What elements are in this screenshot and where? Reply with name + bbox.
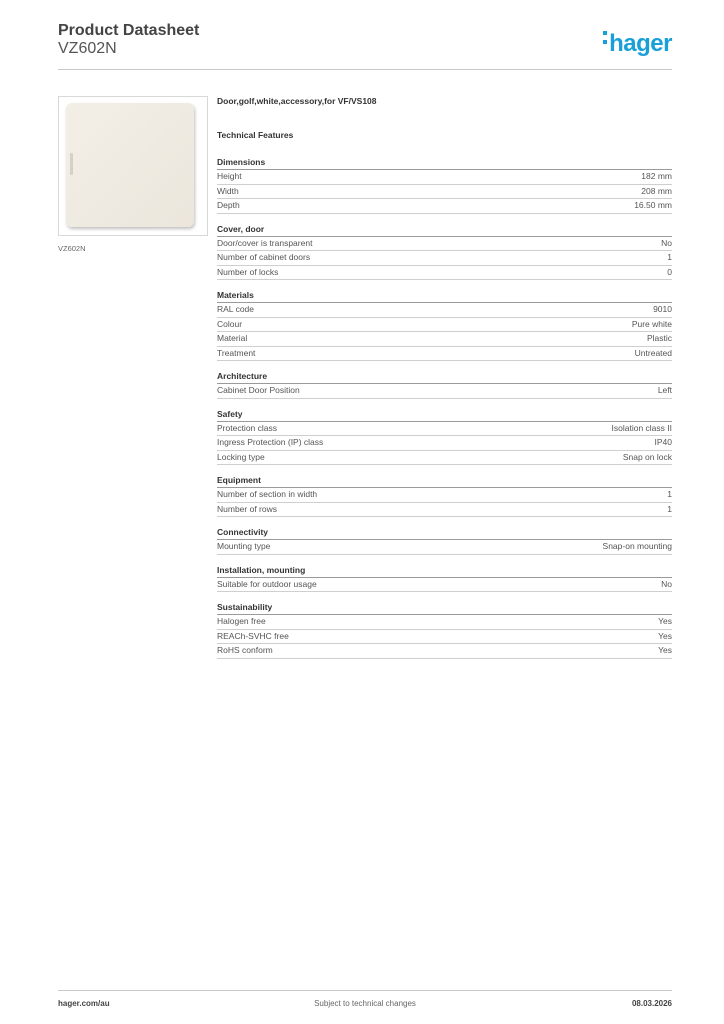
spec-label: Treatment bbox=[217, 347, 256, 358]
hager-logo bbox=[603, 28, 672, 58]
spec-label: Cabinet Door Position bbox=[217, 385, 300, 395]
spec-value: 1 bbox=[667, 489, 672, 499]
spec-value: 1 bbox=[667, 252, 672, 262]
spec-row bbox=[217, 199, 672, 214]
spec-value: Plastic bbox=[646, 333, 672, 343]
spec-section bbox=[217, 474, 672, 517]
spec-row bbox=[217, 318, 672, 333]
spec-value: Snap on lock bbox=[622, 451, 672, 462]
spec-label: Ingress Protection (IP) class bbox=[217, 437, 324, 447]
page-header bbox=[58, 22, 672, 70]
technical-features-heading: Technical Features bbox=[217, 130, 294, 140]
spec-row bbox=[217, 332, 672, 347]
spec-section bbox=[217, 526, 672, 555]
spec-section bbox=[217, 223, 672, 281]
product-image bbox=[58, 96, 208, 236]
spec-label: Height bbox=[217, 171, 242, 181]
spec-row bbox=[217, 422, 672, 437]
spec-value: 0 bbox=[667, 266, 672, 277]
document-subtitle: VZ602N bbox=[58, 40, 117, 57]
spec-label: Material bbox=[217, 333, 248, 343]
spec-value: Isolation class II bbox=[611, 422, 672, 433]
section-title: Installation, mounting bbox=[217, 564, 672, 578]
spec-section bbox=[217, 601, 672, 659]
spec-label: REACh-SVHC free bbox=[217, 630, 289, 641]
spec-row bbox=[217, 488, 672, 503]
spec-value: 208 mm bbox=[641, 185, 672, 196]
spec-value: Yes bbox=[658, 630, 672, 641]
image-caption: VZ602N bbox=[58, 244, 86, 253]
spec-section bbox=[217, 370, 672, 399]
spec-row bbox=[217, 540, 672, 555]
logo-text: hager bbox=[609, 30, 672, 57]
spec-label: Number of cabinet doors bbox=[217, 252, 311, 262]
spec-label: Locking type bbox=[217, 451, 265, 462]
page-footer bbox=[58, 990, 672, 1010]
section-title: Equipment bbox=[217, 474, 672, 488]
spec-label: Colour bbox=[217, 318, 243, 329]
spec-label: Suitable for outdoor usage bbox=[217, 578, 317, 589]
section-title: Connectivity bbox=[217, 526, 672, 540]
spec-label: Door/cover is transparent bbox=[217, 237, 313, 248]
spec-content bbox=[217, 96, 672, 668]
spec-value: 182 mm bbox=[641, 171, 672, 181]
section-title: Safety bbox=[217, 408, 672, 422]
spec-row bbox=[217, 630, 672, 645]
spec-label: RoHS conform bbox=[217, 645, 273, 655]
spec-section bbox=[217, 408, 672, 466]
footer-date: 08.03.2026 bbox=[631, 999, 672, 1008]
spec-row bbox=[217, 251, 672, 266]
spec-row bbox=[217, 436, 672, 451]
spec-label: Halogen free bbox=[217, 616, 266, 626]
spec-row bbox=[217, 384, 672, 399]
footer-notice: Subject to technical changes bbox=[314, 999, 416, 1008]
spec-value: IP40 bbox=[654, 437, 672, 447]
spec-value: 9010 bbox=[653, 304, 672, 314]
spec-section bbox=[217, 156, 672, 214]
spec-value: Yes bbox=[658, 616, 672, 626]
spec-row bbox=[217, 170, 672, 185]
spec-sections bbox=[217, 156, 672, 659]
spec-row bbox=[217, 266, 672, 281]
section-title: Architecture bbox=[217, 370, 672, 384]
spec-row bbox=[217, 578, 672, 593]
spec-section bbox=[217, 289, 672, 361]
door-handle-icon bbox=[70, 153, 73, 175]
spec-row bbox=[217, 347, 672, 362]
spec-row bbox=[217, 451, 672, 466]
spec-value: Yes bbox=[658, 645, 672, 655]
spec-row bbox=[217, 185, 672, 200]
spec-row bbox=[217, 303, 672, 318]
spec-value: 1 bbox=[667, 503, 672, 514]
spec-section bbox=[217, 564, 672, 593]
spec-label: Depth bbox=[217, 200, 240, 210]
spec-label: Number of locks bbox=[217, 266, 279, 277]
section-title: Cover, door bbox=[217, 223, 672, 237]
spec-label: Width bbox=[217, 185, 239, 196]
spec-value: Snap-on mounting bbox=[602, 541, 672, 551]
spec-label: RAL code bbox=[217, 304, 255, 314]
spec-label: Protection class bbox=[217, 422, 277, 433]
spec-value: Left bbox=[657, 385, 672, 395]
spec-row bbox=[217, 503, 672, 518]
spec-label: Number of section in width bbox=[217, 489, 318, 499]
spec-value: No bbox=[661, 578, 672, 589]
document-title: Product Datasheet bbox=[58, 22, 200, 39]
product-description: Door,golf,white,accessory,for VF/VS108 bbox=[217, 96, 377, 106]
spec-label: Mounting type bbox=[217, 541, 271, 551]
logo-colon-icon bbox=[603, 26, 609, 49]
section-title: Dimensions bbox=[217, 156, 672, 170]
spec-value: Untreated bbox=[634, 347, 672, 358]
spec-row bbox=[217, 237, 672, 252]
spec-value: Pure white bbox=[631, 318, 672, 329]
spec-label: Number of rows bbox=[217, 503, 277, 514]
door-illustration bbox=[66, 103, 194, 227]
spec-row bbox=[217, 615, 672, 630]
spec-value: 16.50 mm bbox=[634, 200, 672, 210]
spec-value: No bbox=[661, 237, 672, 248]
section-title: Materials bbox=[217, 289, 672, 303]
section-title: Sustainability bbox=[217, 601, 672, 615]
footer-website: hager.com/au bbox=[58, 999, 110, 1008]
spec-row bbox=[217, 644, 672, 659]
